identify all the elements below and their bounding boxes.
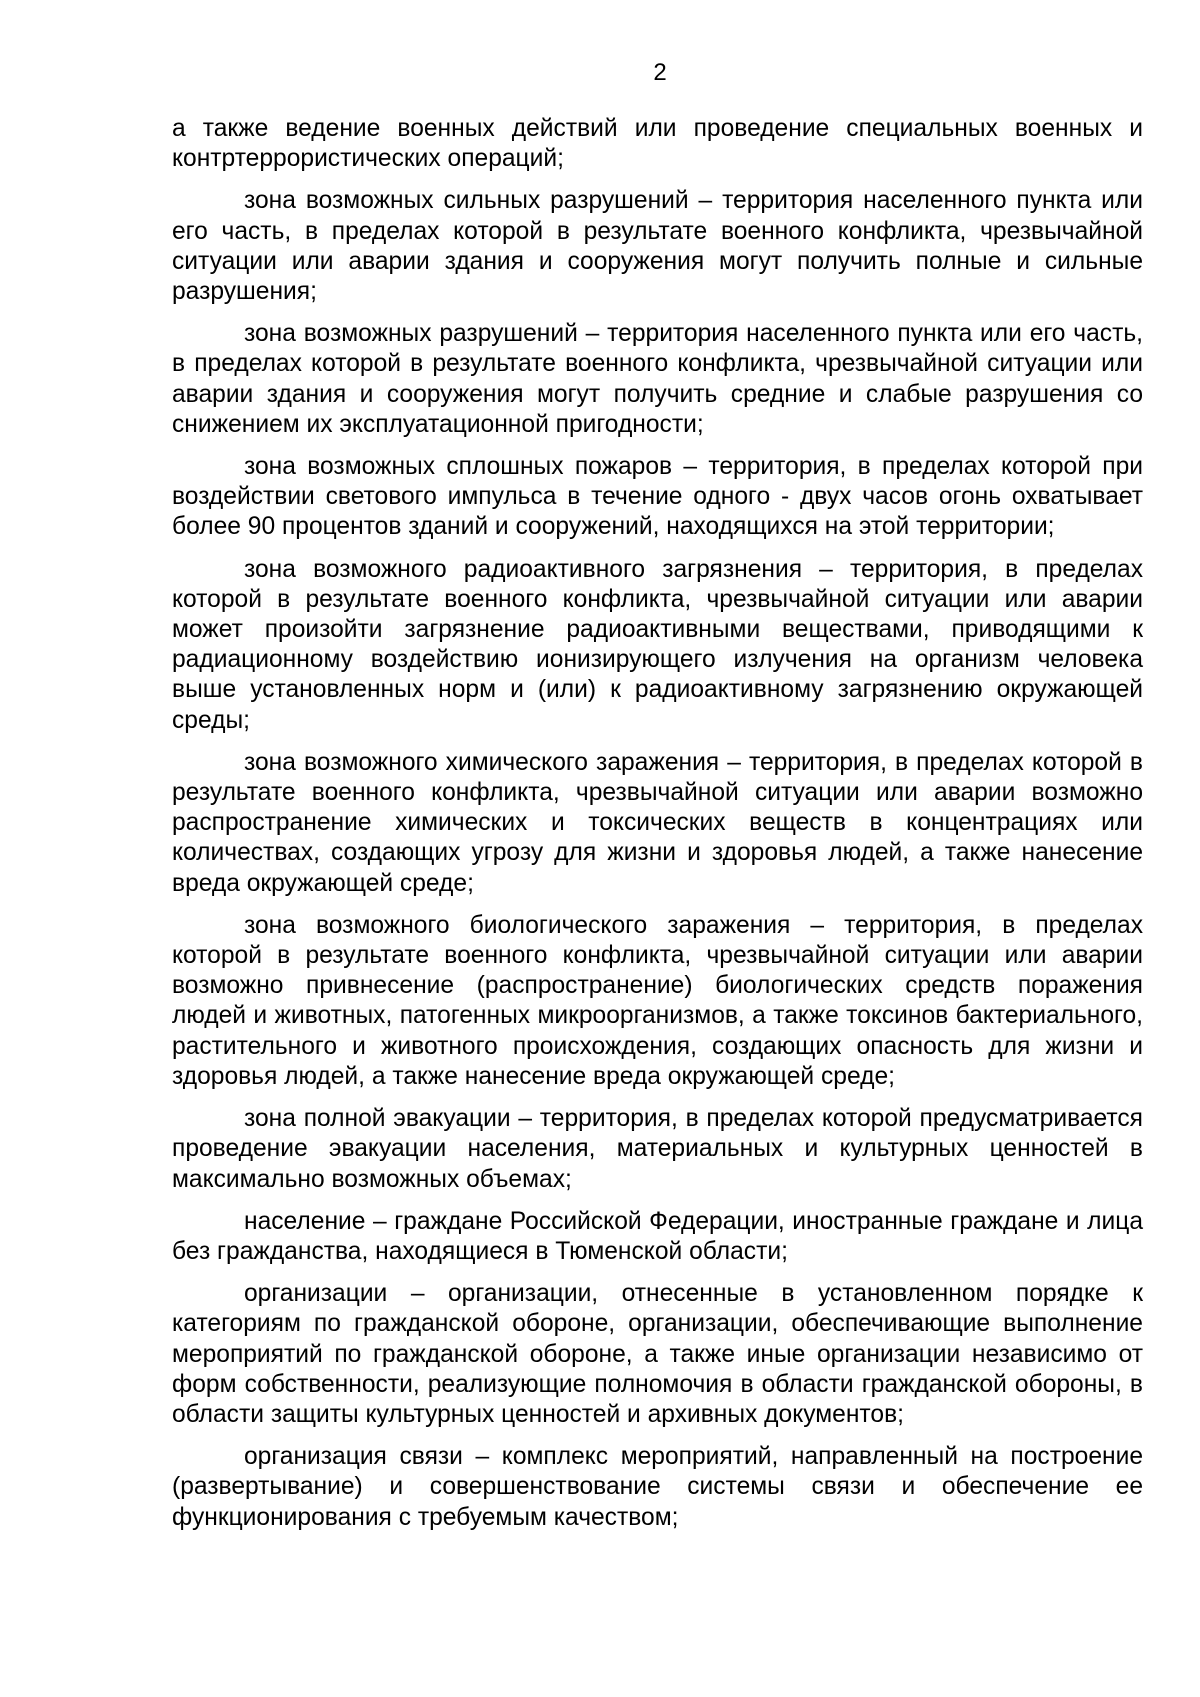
paragraph-communications: организация связи – комплекс мероприятий, направленный на построение (развертывание) и совершенствование системы связи и обеспечение ее функционирования с требуемым качеством; (172, 1443, 1143, 1531)
paragraph-biological-zone: зона возможного биологического заражения – территория, в пределах которой в результате военного конфликта, чрезвычайной ситуации или аварии возможно привнесение (распространение) биологических средств поражения людей и животных, патогенных микроорганизмов, а также токсинов бактериального, растительного и животного происхождения, создающих опасность для жизни и здоровья людей, а также нанесение вреда окружающей среде; (172, 911, 1143, 1090)
paragraph-destruction-zone: зона возможных разрушений – территория населенного пункта или его часть, в пределах которой в результате военного конфликта, чрезвычайной ситуации или аварии здания и сооружения могут получить средние и слабые разрушения со снижением их эксплуатационной пригодности; (172, 320, 1143, 438)
paragraph-fire-zone: зона возможных сплошных пожаров – территория, в пределах которой при воздействии светового импульса в течение одного - двух часов огонь охватывает более 90 процентов зданий и сооружений, находящихся на этой территории; (172, 453, 1143, 541)
paragraph-organizations: организации – организации, отнесенные в установленном порядке к категориям по гражданской обороне, организации, обеспечивающие выполнение мероприятий по гражданской обороне, а также иные организации независимо от форм собственности, реализующие полномочия в области гражданской обороны, в области защиты культурных ценностей и архивных документов; (172, 1280, 1143, 1428)
paragraph-population: население – граждане Российской Федерации, иностранные граждане и лица без гражданства, находящиеся в Тюменской области; (172, 1207, 1143, 1265)
paragraph-strong-destruction-zone: зона возможных сильных разрушений – территория населенного пункта или его часть, в пределах которой в результате военного конфликта, чрезвычайной ситуации или аварии здания и сооружения могут получить полные и сильные разрушения; (172, 187, 1143, 306)
paragraph-continuation: а также ведение военных действий или проведение специальных военных и контртеррористических операций; (172, 115, 1143, 173)
paragraph-chemical-zone: зона возможного химического заражения – территория, в пределах которой в результате военного конфликта, чрезвычайной ситуации или аварии возможно распространение химических и токсических веществ в концентрациях или количествах, создающих угрозу для жизни и здоровья людей, а также нанесение вреда окружающей среде; (172, 748, 1143, 897)
page-number: 2 (653, 59, 667, 86)
paragraph-evacuation-zone: зона полной эвакуации – территория, в пределах которой предусматривается проведение эвакуации населения, материальных и культурных ценностей в максимально возможных объемах; (172, 1105, 1143, 1193)
document-body (172, 114, 1143, 1545)
paragraph-radioactive-zone: зона возможного радиоактивного загрязнения – территория, в пределах которой в результате военного конфликта, чрезвычайной ситуации или аварии может произойти загрязнение радиоактивными веществами, приводящими к радиационному воздействию ионизирующего излучения на организм человека выше установленных норм и (или) к радиоактивному загрязнению окружающей среды; (172, 555, 1143, 734)
